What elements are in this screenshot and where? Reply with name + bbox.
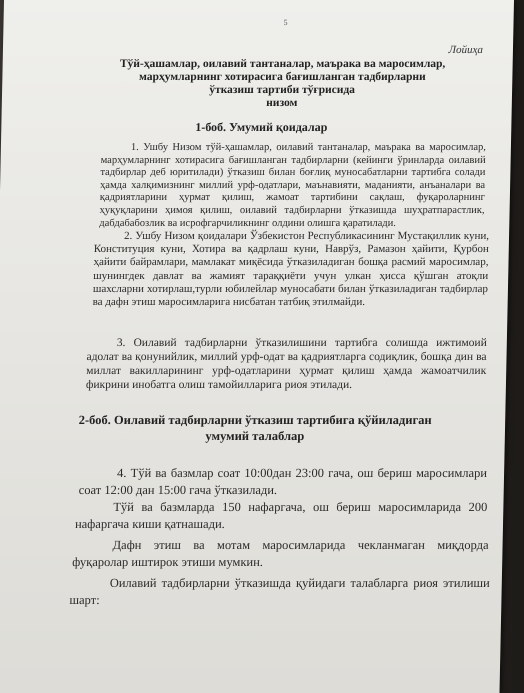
paragraph-6: Дафн этиш ва мотам маросимларида чекланмаган миқдорда фуқаролар иштирок этиши мумкин. [72,538,489,569]
document-title [82,58,483,110]
chapter-2-title-line: умумий талаблар [205,429,305,443]
project-label: Лойиҳа [448,44,484,56]
paragraph-5: Тўй ва базмларда 150 нафаргача, ош бериш маросимларида 200 нафаргача киши қатнашади. [74,500,488,531]
title-line: ўтказиш тартиби тўғрисида [209,84,356,96]
title-line: низом [266,97,298,109]
page-number: 5 [283,18,288,27]
paragraph-4: 4. Тўй ва базмлар соат 10:00дан 23:00 гача, ош бериш маросимлари соат 12:00 дан 15:00 гача ўтказилади. [78,466,488,497]
paragraph-1: 1. Ушбу Низом тўй-ҳашамлар, оилавий тантаналар, маърака ва маросимлар, марҳумларнинг хотирасига бағишланган тадбирларни (кейинги ўринларда оилавий тадбирлар деб юритилади) ўтказиш билан боғлиқ муносабатларни тартибга солади ҳамда халқимизнинг миллий урф-одатлари, маънавияти, маданияти, анъаналари ва қадриятларини ҳурмат қилиш, жамоат тартибини сақлаш, фуқароларнинг ҳуқуқларини ҳимоя қилиш, оилавий тадбирларни ўтказишда шуҳратпарастлик, дабдабабозлик ва исрофгарчиликнинг олдини олишга қаратилади. [99,142,487,229]
paragraph-3: 3. Оилавий тадбирларни ўтказилишини тартибга солишда ижтимоий адолат ва қонунийлик, миллий урф-одат ва қадриятларга содиқлик, бошқа дин ва миллат вакилларининг урф-одатларини ҳурмат қилиш ҳамда жамоатчилик фикрини инобатга олиш тамойилларига риоя этилади. [85,337,487,391]
chapter-2-title [55,412,456,444]
chapter-2-title-line: 2-боб. Оилавий тадбирларни ўтказиш тартибига қўйиладиган [78,413,432,427]
paragraph-7: Оилавий тадбирларни ўтказишда қуйидаги талабларга риоя этилиши шарт: [69,576,490,607]
title-line: Тўй-ҳашамлар, оилавий тантаналар, маърака ва маросимлар, [119,58,446,70]
chapter-1-title: 1-боб. Умумий қоидалар [195,120,328,134]
paragraph-2: 2. Ушбу Низом қоидалари Ўзбекистон Республикасининг Мустақиллик куни, Конституция куни, Хотира ва қадрлаш куни, Наврўз, Рамазон ҳайити, Қурбон ҳайити байрамлари, мамлакат миқёсида ўтказиладиган бошқа расмий маросимлар, шунингдек давлат ва жамият тараққиёти учун улкан ҳисса қўшган атоқли шахсларни хотирлаш,турли юбилейлар муносабати билан ўтказиладиган тадбирлар ва дафн этиш маросимларига нисбатан татбиқ этилмайди. [92,230,490,309]
title-line: марҳумларнинг хотирасига бағишланган тадбирларни [138,71,426,83]
